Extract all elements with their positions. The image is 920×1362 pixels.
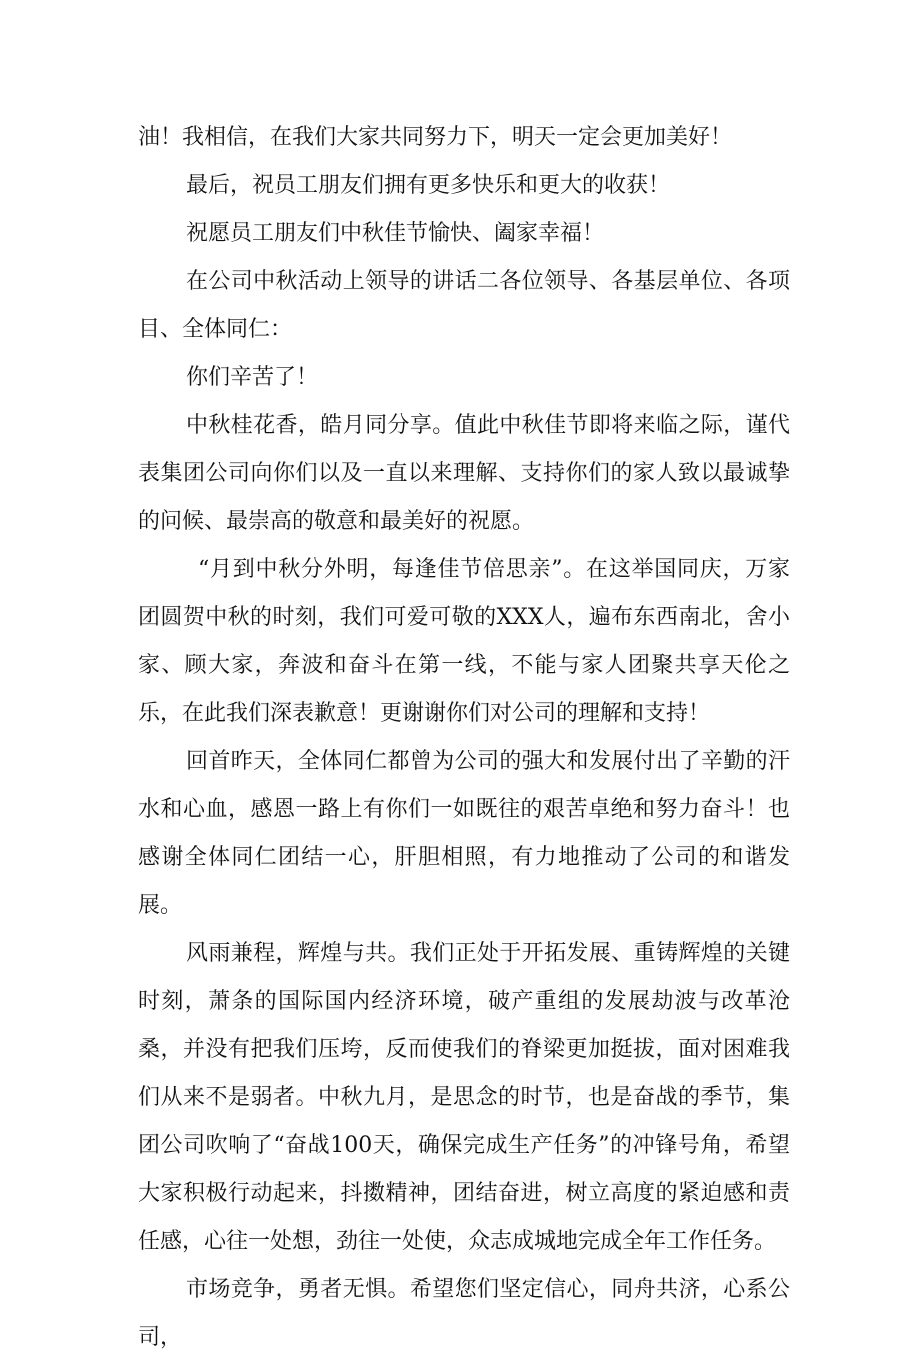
document-body (138, 114, 790, 1362)
paragraph-8: 回首昨天，全体同仁都曾为公司的强大和发展付出了辛勤的汗水和心血，感恩一路上有你们一如既往的艰苦卓绝和努力奋斗！也感谢全体同仁团结一心，肝胆相照，有力地推动了公司的和谐发展。 (138, 749, 790, 918)
paragraph-10: 市场竞争，勇者无惧。希望您们坚定信心，同舟共济，心系公司， (138, 1277, 790, 1350)
paragraph-1: 油！我相信，在我们大家共同努力下，明天一定会更加美好！ (138, 125, 733, 150)
paragraph-4: 在公司中秋活动上领导的讲话二各位领导、各基层单位、各项目、全体同仁： (138, 269, 790, 342)
paragraph-7: “月到中秋分外明，每逢佳节倍思亲”。在这举国同庆，万家团圆贺中秋的时刻，我们可爱可敬的XXX人，遍布东西南北，舍小家、顾大家，奔波和奋斗在第一线，不能与家人团聚共享天伦之乐，在此我们深表歉意！更谢谢你们对公司的理解和支持！ (138, 557, 790, 726)
paragraph-9: 风雨兼程，辉煌与共。我们正处于开拓发展、重铸辉煌的关键时刻，萧条的国际国内经济环境，破产重组的发展劫波与改革沧桑，并没有把我们压垮，反而使我们的脊梁更加挺拔，面对困难我们从来不是弱者。中秋九月，是思念的时节，也是奋战的季节，集团公司吹响了“奋战100天，确保完成生产任务”的冲锋号角，希望大家积极行动起来，抖擞精神，团结奋进，树立高度的紧迫感和责任感，心往一处想，劲往一处使，众志成城地完成全年工作任务。 (138, 941, 790, 1254)
paragraph-3: 祝愿员工朋友们中秋佳节愉快、阖家幸福！ (186, 221, 605, 246)
paragraph-6: 中秋桂花香，皓月同分享。值此中秋佳节即将来临之际，谨代表集团公司向你们以及一直以来理解、支持你们的家人致以最诚挚的问候、最崇高的敬意和最美好的祝愿。 (138, 413, 790, 534)
paragraph-2: 最后，祝员工朋友们拥有更多快乐和更大的收获！ (186, 173, 671, 198)
paragraph-5: 你们辛苦了！ (186, 365, 319, 390)
